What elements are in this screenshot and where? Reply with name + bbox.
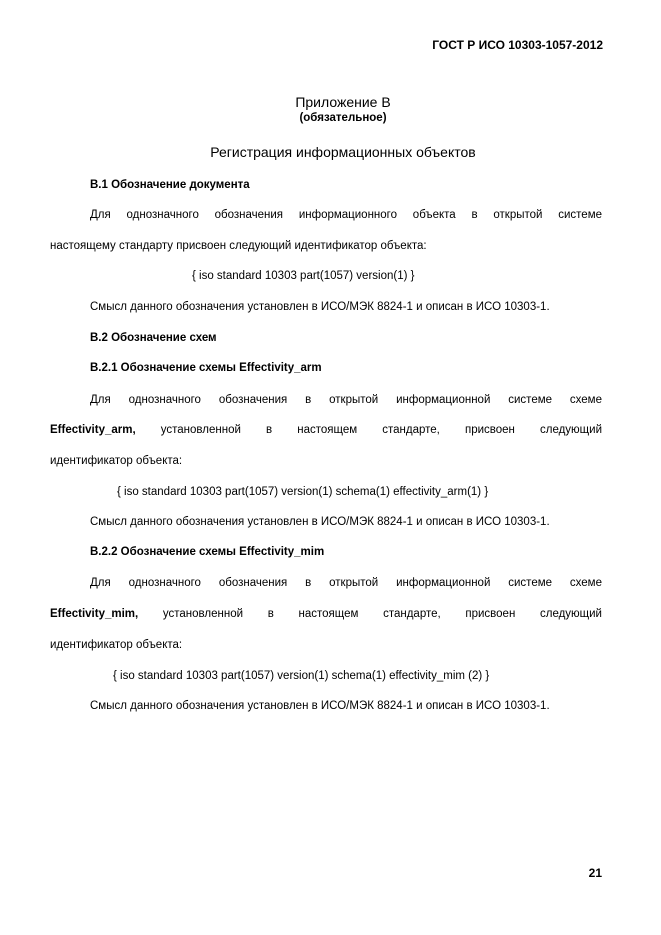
b21-paragraph-line3: идентификатор объекта:	[50, 455, 183, 467]
document-header-code: ГОСТ Р ИСО 10303-1057-2012	[432, 38, 603, 52]
b1-paragraph-line1: Для однозначного обозначения информационного объекта в открытой системе	[90, 209, 602, 221]
b1-meaning: Смысл данного обозначения установлен в ИСО/МЭК 8824-1 и описан в ИСО 10303-1.	[90, 301, 550, 313]
b21-meaning: Смысл данного обозначения установлен в ИСО/МЭК 8824-1 и описан в ИСО 10303-1.	[90, 516, 550, 528]
b22-paragraph-line3: идентификатор объекта:	[50, 639, 183, 651]
heading-b2: В.2 Обозначение схем	[90, 332, 217, 344]
b22-meaning: Смысл данного обозначения установлен в ИСО/МЭК 8824-1 и описан в ИСО 10303-1.	[90, 700, 550, 712]
b22-paragraph-line2-text: установленной в настоящем стандарте, присвоен следующий	[162, 608, 602, 620]
heading-b1: В.1 Обозначение документа	[90, 179, 250, 191]
b1-paragraph-line2: настоящему стандарту присвоен следующий идентификатор объекта:	[50, 240, 427, 252]
appendix-subtitle: (обязательное)	[299, 112, 387, 124]
b22-paragraph-line1: Для однозначного обозначения в открытой информационной системе схеме	[90, 577, 602, 589]
section-title: Регистрация информационных объектов	[210, 144, 476, 160]
b21-paragraph-line2-text: установленной в настоящем стандарте, присвоен следующий	[160, 424, 602, 436]
b22-object-identifier: { iso standard 10303 part(1057) version(1) schema(1) effectivity_mim (2) }	[113, 670, 490, 682]
page-number: 21	[588, 866, 602, 880]
heading-b22: В.2.2 Обозначение схемы Effectivity_mim	[90, 546, 325, 558]
b21-object-identifier: { iso standard 10303 part(1057) version(1) schema(1) effectivity_arm(1) }	[117, 486, 489, 498]
b22-schema-name: Effectivity_mim,	[50, 608, 139, 620]
b21-paragraph-line1: Для однозначного обозначения в открытой информационной системе схеме	[90, 394, 602, 406]
b21-schema-name: Effectivity_arm,	[50, 424, 136, 436]
b1-object-identifier: { iso standard 10303 part(1057) version(1) }	[192, 270, 415, 282]
b22-paragraph-line2	[50, 608, 602, 620]
b21-paragraph-line2	[50, 424, 602, 436]
appendix-title: Приложение В	[295, 94, 391, 110]
heading-b21: В.2.1 Обозначение схемы Effectivity_arm	[90, 362, 322, 374]
